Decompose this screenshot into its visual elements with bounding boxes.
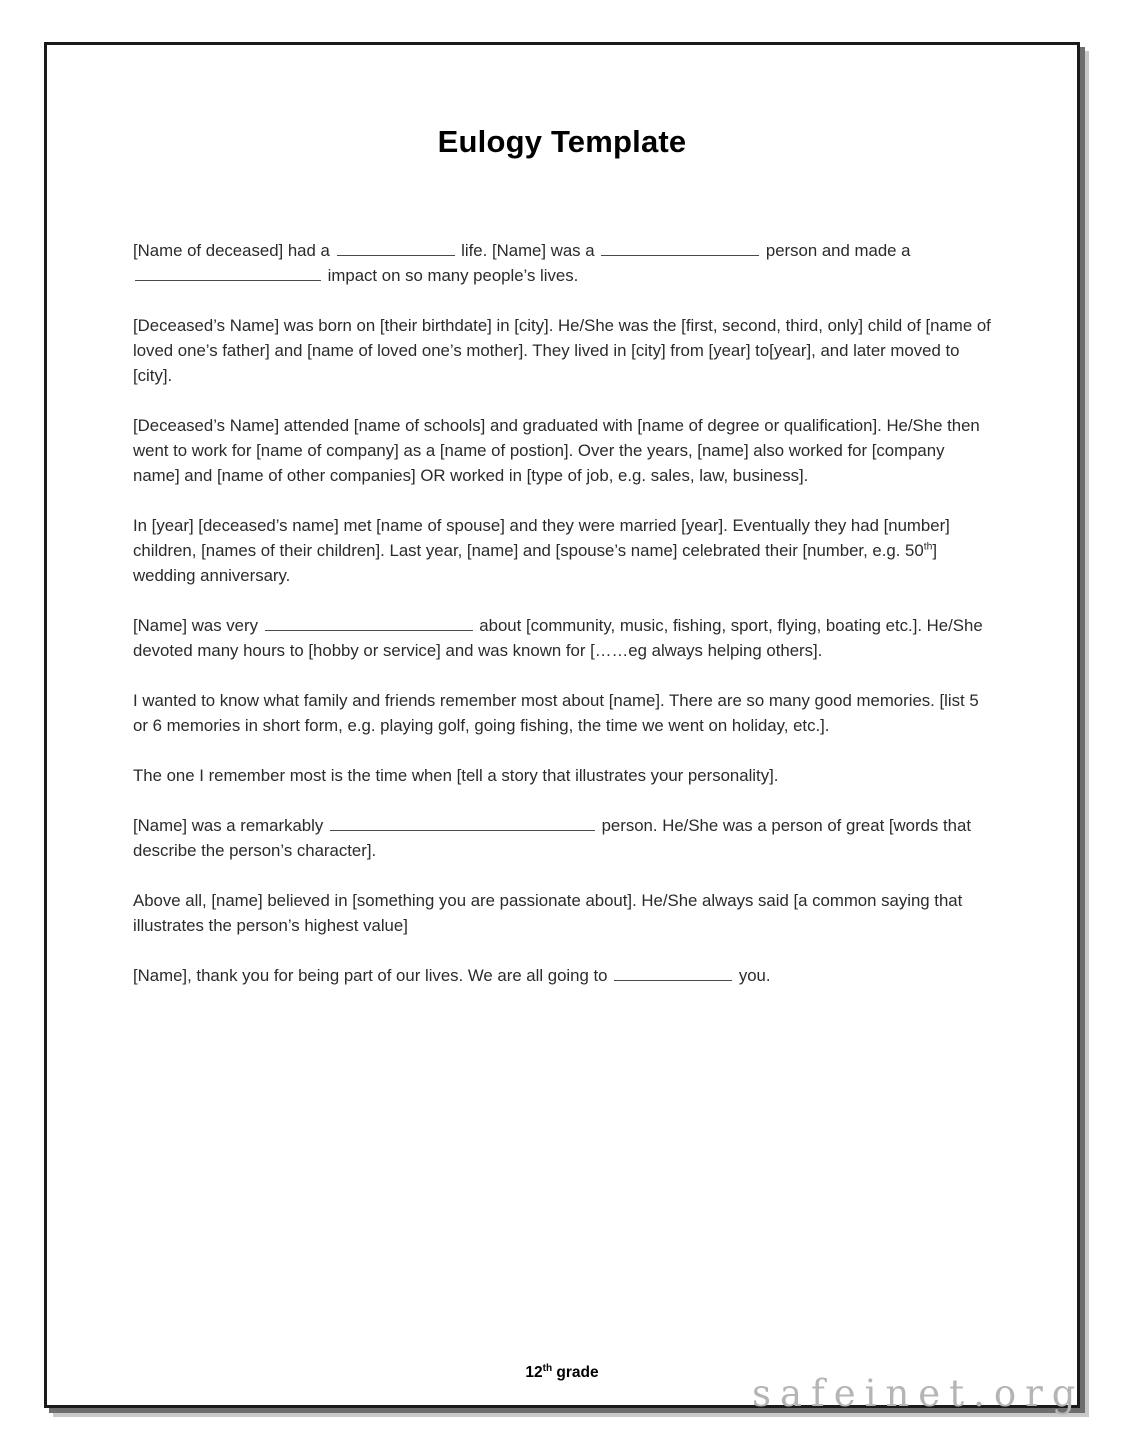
watermark-text: safeinet.org xyxy=(752,1372,1085,1415)
paragraph-text: life. [Name] was a xyxy=(456,241,600,260)
fill-in-blank[interactable] xyxy=(601,240,759,256)
paragraph-text: [Name], thank you for being part of our lives. We are all going to xyxy=(133,966,613,985)
paragraph-farewell xyxy=(133,963,995,988)
paragraph-passion xyxy=(133,613,995,663)
paragraph-text: [Name] was a remarkably xyxy=(133,816,328,835)
grade-word: grade xyxy=(552,1364,599,1381)
document-body xyxy=(133,238,995,1013)
ordinal-suffix: th xyxy=(923,541,933,553)
paragraph-marriage xyxy=(133,513,995,588)
grade-ordinal-suffix: th xyxy=(542,1362,553,1374)
page-title: Eulogy Template xyxy=(437,123,687,159)
fill-in-blank[interactable] xyxy=(265,615,473,631)
paragraph-text: [Name] was very xyxy=(133,616,263,635)
document-page xyxy=(44,42,1080,1408)
paragraph-character xyxy=(133,813,995,863)
fill-in-blank[interactable] xyxy=(337,240,455,256)
paragraph-text: you. xyxy=(734,966,771,985)
paragraph-text: person. He/She was a person of great [words that describe the person’s character]. xyxy=(133,816,971,860)
fill-in-blank[interactable] xyxy=(614,965,732,981)
paragraph-text: about [community, music, fishing, sport, flying, boating etc.]. He/She devoted many hours to [hobby or service] and was known for [……eg always helping others]. xyxy=(133,616,983,660)
fill-in-blank[interactable] xyxy=(330,815,595,831)
paragraph-birth xyxy=(133,313,995,388)
footer-grade-label xyxy=(47,1364,1077,1382)
paragraph-text: I wanted to know what family and friends remember most about [name]. There are so many good memories. [list 5 or 6 memories in short form, e.g. playing golf, going fishing, the time we went on holiday, etc.]. xyxy=(133,691,979,735)
fill-in-blank[interactable] xyxy=(135,265,321,281)
paragraph-belief xyxy=(133,888,995,938)
paragraph-intro xyxy=(133,238,995,288)
paragraph-text: person and made a xyxy=(761,241,911,260)
paragraph-education xyxy=(133,413,995,488)
paragraph-memories xyxy=(133,688,995,738)
paragraph-story xyxy=(133,763,995,788)
paragraph-text: Above all, [name] believed in [something you are passionate about]. He/She always said [a common saying that illustrates the person’s highest value] xyxy=(133,891,963,935)
paragraph-text: [Deceased’s Name] was born on [their birthdate] in [city]. He/She was the [first, second, third, only] child of [name of loved one’s father] and [name of loved one’s mother]. They lived in [city] from [year] to[year], and later moved to [city]. xyxy=(133,316,991,385)
grade-number: 12 xyxy=(525,1364,543,1381)
paragraph-text: The one I remember most is the time when [tell a story that illustrates your personality]. xyxy=(133,766,779,785)
page-content-area xyxy=(47,45,1077,1405)
paragraph-text: ] wedding anniversary. xyxy=(133,541,938,585)
paragraph-text: [Deceased’s Name] attended [name of schools] and graduated with [name of degree or qualification]. He/She then went to work for [name of company] as a [name of postion]. Over the years, [name] also worked for [company name] and [name of other companies] OR worked in [type of job, e.g. sales, law, business]. xyxy=(133,416,980,485)
paragraph-text: [Name of deceased] had a xyxy=(133,241,335,260)
paragraph-text: impact on so many people’s lives. xyxy=(323,266,579,285)
paragraph-text: In [year] [deceased’s name] met [name of spouse] and they were married [year]. Eventually they had [number] children, [names of their children]. Last year, [name] and [spouse’s name] celebrated their [number, e.g. 50 xyxy=(133,516,950,560)
